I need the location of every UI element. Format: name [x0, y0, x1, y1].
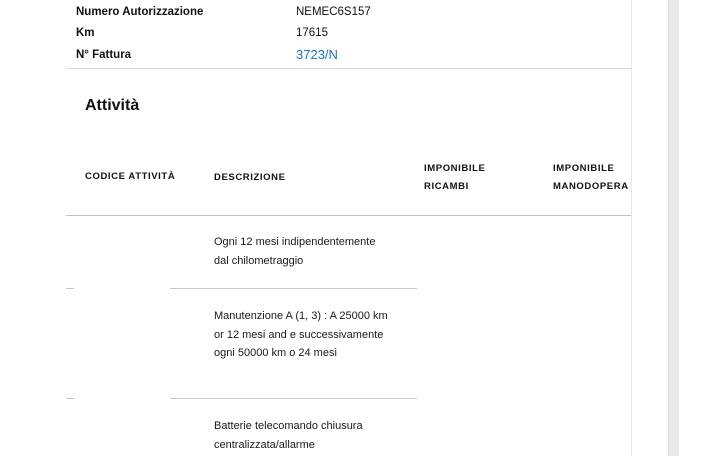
- column-header-codice: CODICE ATTIVITÀ: [85, 171, 176, 182]
- row-divider-stub: [66, 288, 74, 289]
- column-header-line: IMPONIBILE: [424, 163, 486, 174]
- column-header-line: MANODOPERA: [553, 181, 629, 192]
- row-divider: [170, 288, 417, 289]
- column-header-descrizione: DESCRIZIONE: [214, 172, 286, 183]
- info-label: N° Fattura: [76, 49, 132, 61]
- table-row-description: Batterie telecomando chiusura centralizzata/allarme: [214, 420, 363, 451]
- column-header-imponibile-ricambi: [424, 160, 485, 196]
- info-value: 17615: [296, 27, 328, 39]
- info-label: Km: [76, 27, 95, 39]
- info-value: NEMEC6S157: [296, 6, 371, 18]
- column-header-line: RICAMBI: [424, 181, 469, 192]
- column-header-line: IMPONIBILE: [553, 163, 615, 174]
- divider: [66, 68, 631, 69]
- table-header-divider: [66, 215, 631, 216]
- section-title: Attività: [85, 97, 140, 114]
- fattura-link[interactable]: 3723/N: [296, 47, 338, 62]
- vertical-scrollbar[interactable]: [668, 0, 679, 456]
- info-label: Numero Autorizzazione: [76, 6, 204, 18]
- row-divider: [170, 398, 417, 399]
- table-row-description: Manutenzione A (1, 3) : A 25000 km or 12 mesi and e successivamente ogni 50000 km o 24 mesi: [214, 310, 388, 359]
- row-divider-stub: [66, 398, 74, 399]
- table-row-description: Ogni 12 mesi indipendentemente dal chilometraggio: [214, 236, 376, 267]
- column-header-imponibile-manodopera: [553, 160, 629, 196]
